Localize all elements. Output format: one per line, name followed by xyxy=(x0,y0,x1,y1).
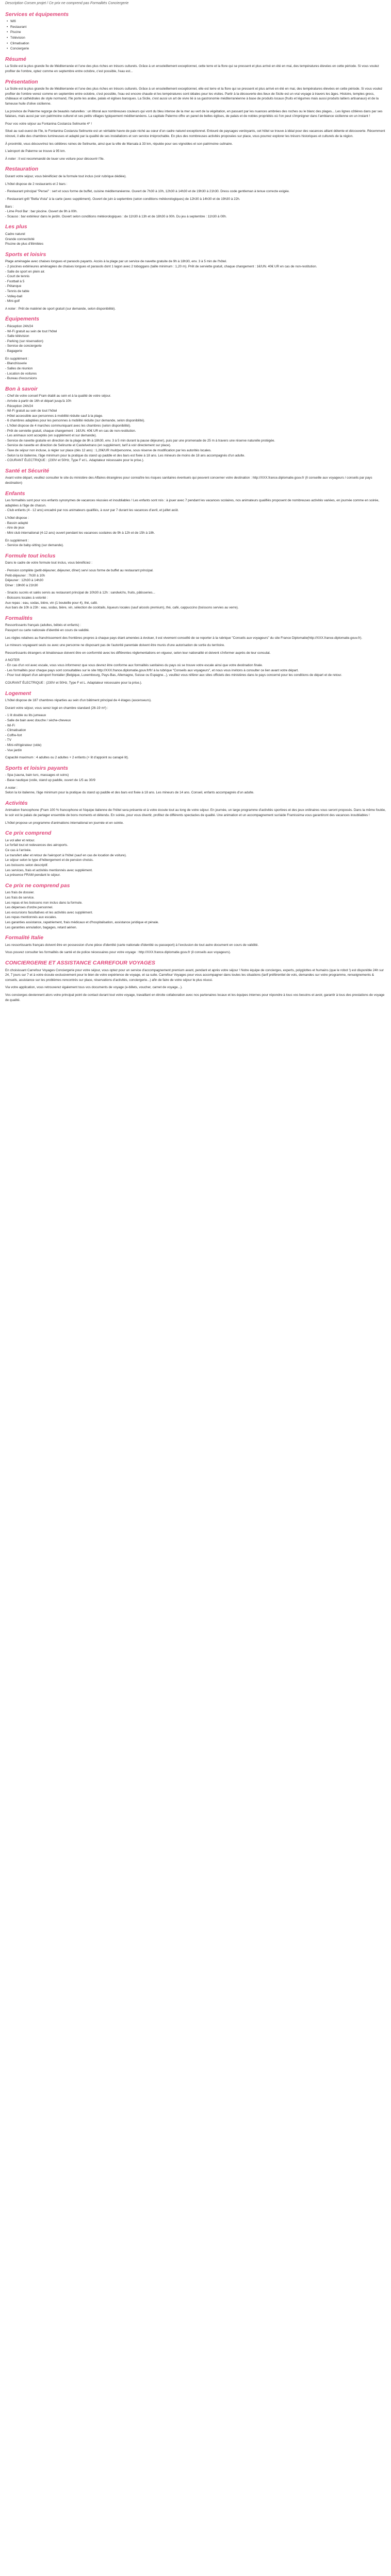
paragraph: En supplément : - Blanchisserie - Salles de réunion - Location de voitures - Bureau d'excursions xyxy=(5,357,37,381)
paragraph: - Pension complète (petit-déjeuner, déjeuner, dîner) servi sous forme de buffet au restaurant principal. Petit-déjeuner : 7h30 à 10h Déjeuner : 12h30 à 14h30 Dîner : 19h00 à 21h30 xyxy=(5,568,154,587)
section-equipements xyxy=(5,316,386,381)
paragraph: Ressortissants étrangers et binationaux doivent être en conformité avec les différentes réglementations en vigueur, selon leur nationalité et doivent s'informer auprès de leur consulat. xyxy=(5,651,271,655)
list-item: • Climatisation xyxy=(5,41,386,46)
list-item: • Piscine xyxy=(5,30,386,35)
list-item: • Télévision xyxy=(5,36,386,41)
section-sports-et-loisirs-payants xyxy=(5,765,386,795)
paragraph: Les frais de dossier. Les frais de service. Les repas et les boissons non inclus dans la formule. Les dépenses d'ordre personnel. Les excursions facultatives et les activités avec supplément. Les repas mentionnés aux escales. Les garanties assistance, rapatriement, frais médicaux et d'hospitalisation, assistance juridique et pénale. Les garanties annulation, bagages, retard aérien. xyxy=(5,891,159,929)
section-heading: Présentation xyxy=(5,78,38,85)
section-formule-tout-inclus xyxy=(5,553,386,611)
paragraph: La province de Palerme regorge de beautés naturelles : un littoral aux nombreuses couleurs qui vont du bleu intense de la mer au vert de la végétation, en passant par les nuances ambrées des roches ou le blanc des plages... Les lignes côtières dans par ses falaises, mais aussi par son patrimoine culturel et ses petits villages typiquement méditerranéens. La capitale Palermo offre un panel de belles églises, de palais et de nobles propriétés où l'on peut s'imprégner dans l'ambiance sicilienne en un instant ! xyxy=(5,109,383,118)
paragraph: Plage aménagée avec chaises longues et parasols payants. Accès à la plage par un service de navette gratuite de 9h à 18h30, env. 3 à 5 min de l'hôtel. - 2 piscines extérieures aménagées de chaises longues et parasols dont 1 lagon avec 2 toboggans (taille minimum : 1,20 m). Prêt de serviette gratuit, chaque changement : 1€/UN. 40€ UR en cas de non-restitution. - Salle de sport en plein air. - Court de tennis - Football à 5 - Pétanque - Tennis de table - Volley-ball - Mini-golf xyxy=(5,260,317,303)
paragraph: Dans le cadre de votre formule tout inclus, vous bénéficiez : xyxy=(5,561,93,565)
paragraph: A NOTER - En cas d'un vol avec escale, vous vous informerez que vous devrez être conforme aux formalités sanitaires du pays où se trouve votre escale ainsi que votre destination finale. - Les formalités pour chaque pays sont consultables sur le site http://XXX.france.diplomatie.gouv.fr/fr/ à la rubrique "Conseils aux voyageurs", et nous vous invitons à consulter ce lien avant votre départ. - Pour tout départ d'un aéroport frontalier (Belgique, Luxembourg, Pays-Bas, Allemagne, Suisse ou Espagne...), veuillez vous référer aux sites officiels des ministères dans le pays concerné pour les conditions de départ et de retour. xyxy=(5,658,342,677)
section-heading: Les plus xyxy=(5,224,27,230)
section-logement xyxy=(5,690,386,760)
content xyxy=(5,11,386,1003)
list-item: • Conciergerie xyxy=(5,46,386,52)
section-sante-et-securite xyxy=(5,468,386,486)
page xyxy=(0,0,391,1009)
list-item: • Wifi xyxy=(5,19,386,24)
paragraph: Durant votre séjour, vous bénéficiez de la formule tout inclus (voir rubrique dédiée). xyxy=(5,175,127,179)
section-heading: Sports et loisirs xyxy=(5,251,46,258)
section-heading: Équipements xyxy=(5,316,39,323)
paragraph: Ressortissants français (adultes, bébés et enfants) : Passport ou carte nationale d'identité en cours de validité. xyxy=(5,623,90,633)
paragraph: - Restaurant principal "Persei" : sert et sous forme de buffet, cuisine méditerranéenne. Ouvert de 7h30 à 10h, 12h30 à 14h30 et de 19h30 à 21h30. Dress code gentleman à tenue correcte exigée. xyxy=(5,190,290,194)
paragraph: - Snacks sucrés et salés servis au restaurant principal de 10h30 à 12h : sandwichs, fruits, pâtisseries... - Boissons locales à volonté : Aux repas : eau, sodas, bière, vin (1 bouteille pour 4), thé, café. Aux bars de 10h à 23h : eau, sodas, bière, vin, sélection de cocktails, liqueurs locales (sauf alcools premium), thé, café, cappuccino (boissons servies au verre). xyxy=(5,591,239,610)
paragraph: Le mineurs voyageant seuls ou avec une personne ne disposant pas de l'autorité parentale doivent être munis d'une autorisation de sortie du territoire. xyxy=(5,643,225,648)
paragraph: L'aéroport de Palerme se trouve à 95 km. xyxy=(5,149,66,154)
paragraph: A noter : Selon la loi italienne, l'âge minimum pour la pratique du stand up paddle et des bars est fixée à 18 ans. Les mineurs de 14 ans. Conseil, enfants accompagnés d'un adulte. xyxy=(5,786,254,795)
section-ce-prix-ne-comprend-pas xyxy=(5,883,386,930)
paragraph: Cadre naturel Grande connectivité Piscine de plus d'illimitées xyxy=(5,232,44,246)
paragraph: Situé au sud-ouest de l'île, le Fontanina Costanza Selinunte est un véritable havre de paix niché au cœur d'un cadre naturel exceptionnel. Entouré de paysages verdoyants, cet hôtel se trouve à idéal pour des vacances alliant détente et découverte. Récemment rénové, il allie des chambres lumineuses et adapté par la qualité de ses installations et son service irréprochable. En plus des nombreuses activités proposées sur place, vous pourrez explorer les trésors historiques et culturels de la région. xyxy=(5,129,385,139)
section-sports-et-loisirs xyxy=(5,251,386,312)
section-formalites xyxy=(5,615,386,686)
section-services-et-equipements xyxy=(5,11,386,52)
paragraph: A noter : Prêt de matériel de sport gratuit (sur demande, selon disponibilité). xyxy=(5,307,116,311)
section-heading: Ce prix ne comprend pas xyxy=(5,882,70,889)
paragraph: À proximité, vous découvrirez les célèbres ruines de Selinunte, ainsi que la ville de Marsala à 33 km, réputée pour ses vignobles et son patrimoine culinaire. xyxy=(5,142,233,146)
paragraph: L'hôtel dispose : - Bassin adapté - Aire de jeux - Mini club international (4-12 ans) ouvert pendant les vacances scolaires de 9h à 12h et de 15h à 18h. xyxy=(5,516,155,535)
section-heading: Enfants xyxy=(5,490,25,497)
paragraph: Les formalités sont pour vos enfants synonymes de vacances réussies et inoubliables ! Les enfants sont rois : à jouer avec 7 pendant les vacances scolaires, nos animateurs qualifiés proposent de nombreuses activités variées, en journée comme en soirée, adaptées à l'âge de chacun. - Club enfants (4 - 12 ans) encadré par nos animateurs qualifiés, à ouvr par 7 durant les vacances d'avril, et juillet août. xyxy=(5,499,380,513)
section-heading: Bon à savoir xyxy=(5,385,38,392)
paragraph: L'hôtel propose un programme d'animations international en journée et en soirée. xyxy=(5,821,124,825)
section-heading: Formalités xyxy=(5,615,33,621)
section-bon-a-savoir xyxy=(5,386,386,463)
section-heading: Activités xyxy=(5,800,28,806)
section-heading: Résumé xyxy=(5,56,26,62)
paragraph: COURANT ÉLECTRIQUE : (230V et 50Hz, Type F et L. Adaptateur nécessaire pour la prise.). xyxy=(5,681,142,685)
bullet-list xyxy=(5,19,386,52)
section-restauration xyxy=(5,166,386,219)
section-ce-prix-comprend xyxy=(5,830,386,877)
section-heading: Ce prix comprend xyxy=(5,830,52,837)
section-heading: Formalité Italie xyxy=(5,935,44,941)
paragraph: Bars : - Lime Pool Bar : bar piscine. Ouvert de 9h à 00h. - Scauso : bar extérieur dans le jardin. Ouvert selon conditions météorologiques : de 11h30 à 13h et de 18h30 à 00h. Du jeu à septembre : 11h30 à 00h. xyxy=(5,205,227,218)
paragraph: Le vol aller et retour. Le forfait tout et redevances des aéroports. Ce cas à l'arrivée. Le transfert aller et retour de l'aéroport à l'hôtel (sauf en cas de location de voiture). Le séjour selon le type d'hébergement et de pension choisis. Les boissons selon descriptif. Les services, frais et activités mentionnés avec supplément. La présence FRAM pendant le séjour. xyxy=(5,838,127,877)
section-heading: Restauration xyxy=(5,166,39,173)
section-heading: Services et équipements xyxy=(5,11,69,18)
section-activites xyxy=(5,800,386,825)
paragraph: Pour vos votre séjour au Fontanina Costanza Selinunte 4* ! xyxy=(5,122,92,126)
section-heading: Logement xyxy=(5,690,31,697)
section-heading: CONCIERGERIE ET ASSISTANCE CARREFOUR VOYAGES xyxy=(5,960,155,967)
paragraph: En supplément : - Service de baby-sitting (sur demande). xyxy=(5,538,64,548)
section-heading: Sports et loisirs payants xyxy=(5,765,68,771)
paragraph: L'hôtel dispose de 2 restaurants et 2 bars : xyxy=(5,182,68,186)
paragraph: Vos concierges deviennent alors votre principal point de contact durant tout votre voyage, travaillant en étroite collaboration avec nos partenaires locaux et les équipes internes pour répondre à tous vos besoins et avoir, garantir à tous des prestations de voyage de qualité. xyxy=(5,993,385,1002)
paragraph: Les ressortissants français doivent être en possession d'une pièce d'identité (carte nationale d'identité ou passeport) à l'exclusion de tout autre document en cours de validité. xyxy=(5,943,259,947)
paragraph: Avant votre départ, veuillez consulter le site du ministère des Affaires étrangères pour connaître les risques sanitaires éventuels qui peuvent concerner votre destination : http://XXX.france.diplomatie.gouv.fr (Il conseille aux voyageurs / conseils par pays destination) xyxy=(5,476,372,485)
paragraph: La Sicile est la plus grande île de Méditerranée et l'une des plus riches en trésors culturels. Grâce à un ensoleillement exceptionnel, cette terre et la flore qui se pressent et plus arrivé en été en mai, des températures élevées en cette période. Si vous voulez profiter de l'ombre, optez comme en septembre entre octobre, c'est possible, l'eau est... xyxy=(5,64,379,73)
paragraph: - 1 lit double ou lits jumeaux - Salle de bain avec douche / sèche-cheveux - Wi-Fi - Climatisation - Coffre-fort - TV - Mini-réfrigérateur (vide) - Vue jardin xyxy=(5,714,71,752)
breadcrumb: Description Corsen projet / Ce prix ne comprend pas Formalités Conciergerie xyxy=(5,2,129,5)
section-heading: Formule tout inclus xyxy=(5,552,56,559)
paragraph: À noter : Il est recommandé de louer une voiture pour découvrir l'île. xyxy=(5,157,105,161)
paragraph: Capacité maximum : 4 adultes ou 2 adultes + 2 enfants (+ lit d'appoint ou canapé lit). xyxy=(5,756,129,760)
paragraph: - Chef de votre conseil Fram établi au sein et à la qualité de votre séjour. - Arrivée à partir de 16h et départ jusqu'à 10h - Réception 24h/24 - Wi-Fi gratuit au sein de tout l'hôtel - Hôtel accessible aux personnes à mobilité réduite sauf à la plage. - 6 chambres adaptées pour les personnes à mobilité réduite (sur demande, selon disponibilité). - L'hôtel dispose de 4 marches communiquant avec les chambres (selon disponibilité). - Prêt de serviette gratuit, chaque changement : 1€/UN. 40€ UR en cas de non-restitution. - Les animaux sont acceptés (en supplément et sur demande). - Service de navette gratuite en direction de la plage de 9h à 18h30, env. 3 à 5 min durant la pause déjeuner), puis par une promenade de 25 m à travers une réserve naturelle protégée. - Service de navette en direction de Selinunte et Castelvetrano (en supplément, tarif à voir directement sur place). - Taxe de séjour non incluse, à régler sur place (dès 12 ans) : 1,20€/UR /nuit/personne, sous réserve de modification par les autorités locales. - Selon la loi italienne, l'âge minimum pour la pratique du stand up paddle et des bars est fixée à 18 ans. Les mineurs de moins de 18 ans accompagnés d'un adulte. - COURANT ÉLECTRIQUE : (230V et 50Hz, Type F et L. Adaptateur nécessaire pour le prise.). xyxy=(5,394,275,463)
list-item: • Restaurant xyxy=(5,25,386,30)
paragraph: La Sicile est la plus grande île de Méditerranée et l'une des plus riches en trésors culturels. Grâce à un ensoleillement exceptionnel, elle est terre et la flore qui se pressent et plus arrivé en été en mai, des températures élevées en cette période. Si vous voulez profiter de l'ombre venez comme en septembre entre octobre, c'est possible, l'eau est encore chaude et les températures sont idéales pour les visites. Partir à la découverte des lieux de Sicile est un vrai voyage à travers les âges. Histoire, temples grecs, châteaux et cathédrales de style normand, l'île porte les arabe, palais et églises baroques. La Sicile, c'est aussi un art de vivre lié à sa gastronomie méditerranéenne à base de produits locaux (fruits et légumes mais aussi produits laitiers artisanaux) et de la fameuse huile d'olive sicilienne. xyxy=(5,87,383,106)
paragraph: Animation francophone (Fram 100 % francophone et l'équipe italienne de l'hôtel sera présente et à votre écoute tout au long de votre séjour. En journée, un large programme d'activités sportives et des jeux ordinaires vous seront proposés. Dans la même foulée, le soir est le palais de partager ensemble de bons moments et détendu. En soirée, pour vous divertir, profitez de différents spectacles de qualité. Une animation et un accompagnement sur/aide Framissima vous garantiront des vacances inoubliables ! xyxy=(5,808,386,818)
paragraph: Les règles relatives au franchissement des frontières propres à chaque pays étant amenées à évoluer, il est vivement conseillé de se reporter à la rubrique "Conseils aux voyageurs" du site France Diplomatie(http://XXX.france.diplomatie.gouv.fr). xyxy=(5,636,363,640)
section-presentation xyxy=(5,79,386,162)
paragraph: - Réception 24h/24 - Wi-Fi gratuit au sein de tout l'hôtel - Salle télévision - Parking (sur réservation) - Service de conciergerie - Bagagerie xyxy=(5,325,57,353)
section-enfants xyxy=(5,490,386,548)
paragraph: Vous pouvez consulter les formalités de santé et de police nécessaires pour votre voyage : http://XXX.france.diplomatie.gouv.fr (il conseils aux voyageurs). xyxy=(5,951,231,955)
paragraph: - Restaurant grill "Bella Vista" à la carte (avec supplément). Ouvert de juin à septembre (selon conditions météorologiques) de 12h30 à 14h30 et de 19h30 à 22h. xyxy=(5,197,240,201)
paragraph: - Spa (sauna, bain turc, massages et soins) - Base nautique (voile, stand up paddle, ouvert de 1/5 au 30/9 xyxy=(5,773,95,783)
section-conciergerie-et-assistance-carrefour-voyages xyxy=(5,960,386,1003)
paragraph: En choisissant Carrefour Voyages Conciergerie pour votre séjour, vous optez pour un service d'accompagnement premium avant, pendant et après votre séjour ! Notre équipe de concierges, experts, polyglottes et humains (que le robot !) est disponible 24h sur 24, 7 jours sur 7 et à votre écoute exclusivement pour le bien de votre expérience de voyage, et sa suite. Carrefour Voyages pour vous accompagner dans toutes les situations (tarif préférentiel de vols, demandes sur votre programme, renseignements & conseils, assistance sur les problèmes rencontrés sur place, réservations d'activités, conciergerie...) afin de faire de votre séjour le plus réussi. xyxy=(5,968,384,982)
section-heading: Santé et Sécurité xyxy=(5,467,50,474)
paragraph: L'hôtel dispose de 187 chambres réparties au sein d'un bâtiment principal de 4 étages (ascenseurs). xyxy=(5,699,152,703)
paragraph: Durant votre séjour, vous serez logé en chambre standard (26-19 m²) : xyxy=(5,706,108,710)
section-formalite-italie xyxy=(5,935,386,955)
paragraph: Via votre application, vous retrouverez également tous vos documents de voyage (e-billets, voucher, carnet de voyage...). xyxy=(5,986,183,990)
section-resume xyxy=(5,56,386,74)
section-les-plus xyxy=(5,224,386,246)
